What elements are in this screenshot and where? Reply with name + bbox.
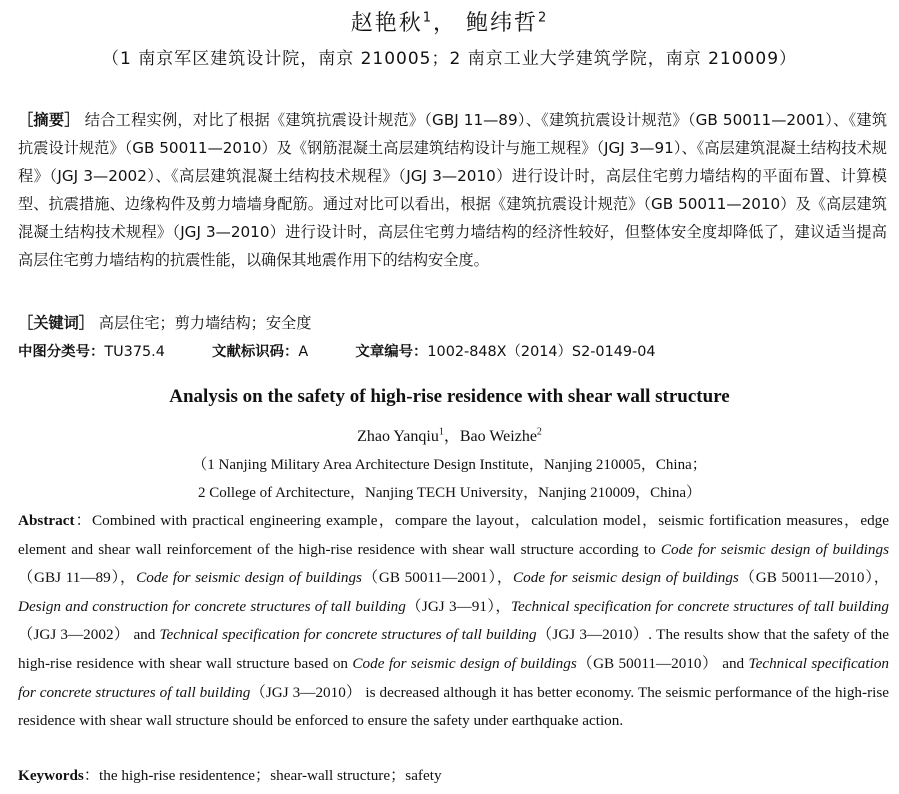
abstract-en-label: Abstract — [18, 512, 75, 529]
author-en-separator: ， — [443, 428, 460, 445]
abstract-en-code-8: Technical specification for concrete structures of tall building — [18, 654, 890, 701]
keywords-en-label: Keywords — [18, 767, 84, 784]
abstract-en-code-4: Design and construction for concrete structures of tall building — [18, 597, 406, 615]
keywords-en-text: the high-rise residentence；shear-wall structure；safety — [99, 767, 442, 784]
classification-line — [18, 340, 887, 364]
author-en-2-sup: 2 — [536, 426, 542, 438]
abstract-en-colon: ： — [74, 512, 93, 529]
abstract-en-text-4: （GB 50011—2010）， — [738, 569, 889, 587]
clc-value: TU375.4 — [104, 344, 165, 360]
author-cn-1: 赵艳秋 — [350, 11, 423, 36]
keywords-en-colon: ： — [83, 767, 99, 784]
abstract-cn — [18, 106, 887, 274]
abstract-en-code-7: Code for seismic design of buildings — [352, 654, 577, 672]
author-cn-separator: ， — [432, 11, 457, 36]
abstract-en-text-5: （JGJ 3—91）， — [405, 597, 511, 615]
abstract-en-text-8: （GB 50011—2010） and — [576, 654, 749, 672]
abstract-en-text-9: （JGJ 3—2010） is decreased although it has better economy. The seismic performance of the high-rise residence with shear wall structure should be enforced to ensure the safety under earthquake action. — [18, 683, 889, 730]
abstract-en-text-1: Combined with practical engineering example，compare the layout，calculation model，seismic fortification measures，edge element and shear wall reinforcement of the high-rise residence with shear wall structure according to — [18, 512, 889, 558]
affiliation-cn: （1 南京军区建筑设计院，南京 210005；2 南京工业大学建筑学院，南京 210009） — [101, 49, 798, 69]
abstract-en — [18, 507, 889, 736]
keywords-cn-label: ［关键词］ — [18, 314, 94, 332]
affiliation-en-line2: 2 College of Architecture，Nanjing TECH University，Nanjing 210009，China） — [198, 485, 701, 501]
abstract-en-code-6: Technical specification for concrete structures of tall building — [159, 626, 537, 644]
abstract-en-text-2: （GBJ 11—89）， — [18, 569, 137, 587]
article-number-value: 1002-848X（2014）S2-0149-04 — [427, 344, 656, 360]
abstract-en-code-5: Technical specification for concrete structures of tall building — [510, 597, 889, 615]
affiliation-en-line1: （1 Nanjing Military Area Architecture Design Institute，Nanjing 210005，China； — [192, 457, 707, 473]
author-en-2: Bao Weizhe — [459, 428, 537, 445]
abstract-cn-label: ［摘要］ — [18, 111, 80, 129]
doc-code-label: 文献标识码： — [212, 344, 299, 360]
keywords-en — [18, 764, 899, 788]
keywords-cn — [18, 311, 899, 335]
doc-code-value: A — [298, 344, 309, 360]
clc-label: 中图分类号： — [18, 344, 105, 360]
author-cn-1-sup: 1 — [422, 10, 433, 26]
abstract-en-text-3: （GB 50011—2001）， — [361, 569, 513, 587]
author-cn-2-sup: 2 — [538, 10, 549, 26]
abstract-cn-text: 结合工程实例，对比了根据《建筑抗震设计规范》（GBJ 11—89）、《建筑抗震设计规范》（GB 50011—2001）、《建筑抗震设计规范》（GB 50011—2010）及《钢筋混凝土高层建筑结构设计与施工规程》（JGJ 3—91）、《高层建筑混凝土结构技术规程》（JGJ 3—2002）、《高层建筑混凝土结构技术规程》（JGJ 3—2010）进行设计时，高层住宅剪力墙结构的平面布置、计算模型、抗震措施、边缘构件及剪力墙墙身配筋。通过对比可以看出，根据《建筑抗震设计规范》（GB 50011—2010）及《高层建筑混凝土结构技术规程》（JGJ 3—2010）进行设计时，高层住宅剪力墙结构的经济性较好，但整体安全度却降低了，建议适当提高高层住宅剪力墙结构的抗震性能，以确保其地震作用下的结构安全度。 — [18, 111, 888, 269]
author-en-1-sup: 1 — [438, 426, 444, 438]
author-en-1: Zhao Yanqiu — [357, 428, 439, 445]
abstract-en-text-7: （JGJ 3—2010）. The results show that the safety of the high-rise residence with shear wall structure based on — [18, 626, 890, 672]
keywords-cn-text: 高层住宅；剪力墙结构；安全度 — [98, 314, 312, 332]
authors-cn — [0, 6, 899, 37]
title-en: Analysis on the safety of high-rise residence with shear wall structure — [169, 386, 730, 407]
authors-en — [0, 423, 899, 446]
abstract-en-code-1: Code for seismic design of buildings — [660, 540, 890, 558]
article-number-label: 文章编号： — [355, 344, 428, 360]
author-cn-2: 鲍纬哲 — [466, 11, 539, 36]
abstract-en-code-2: Code for seismic design of buildings — [136, 569, 362, 587]
abstract-en-text-6: （JGJ 3—2002） and — [18, 626, 160, 644]
abstract-en-code-3: Code for seismic design of buildings — [513, 569, 739, 587]
